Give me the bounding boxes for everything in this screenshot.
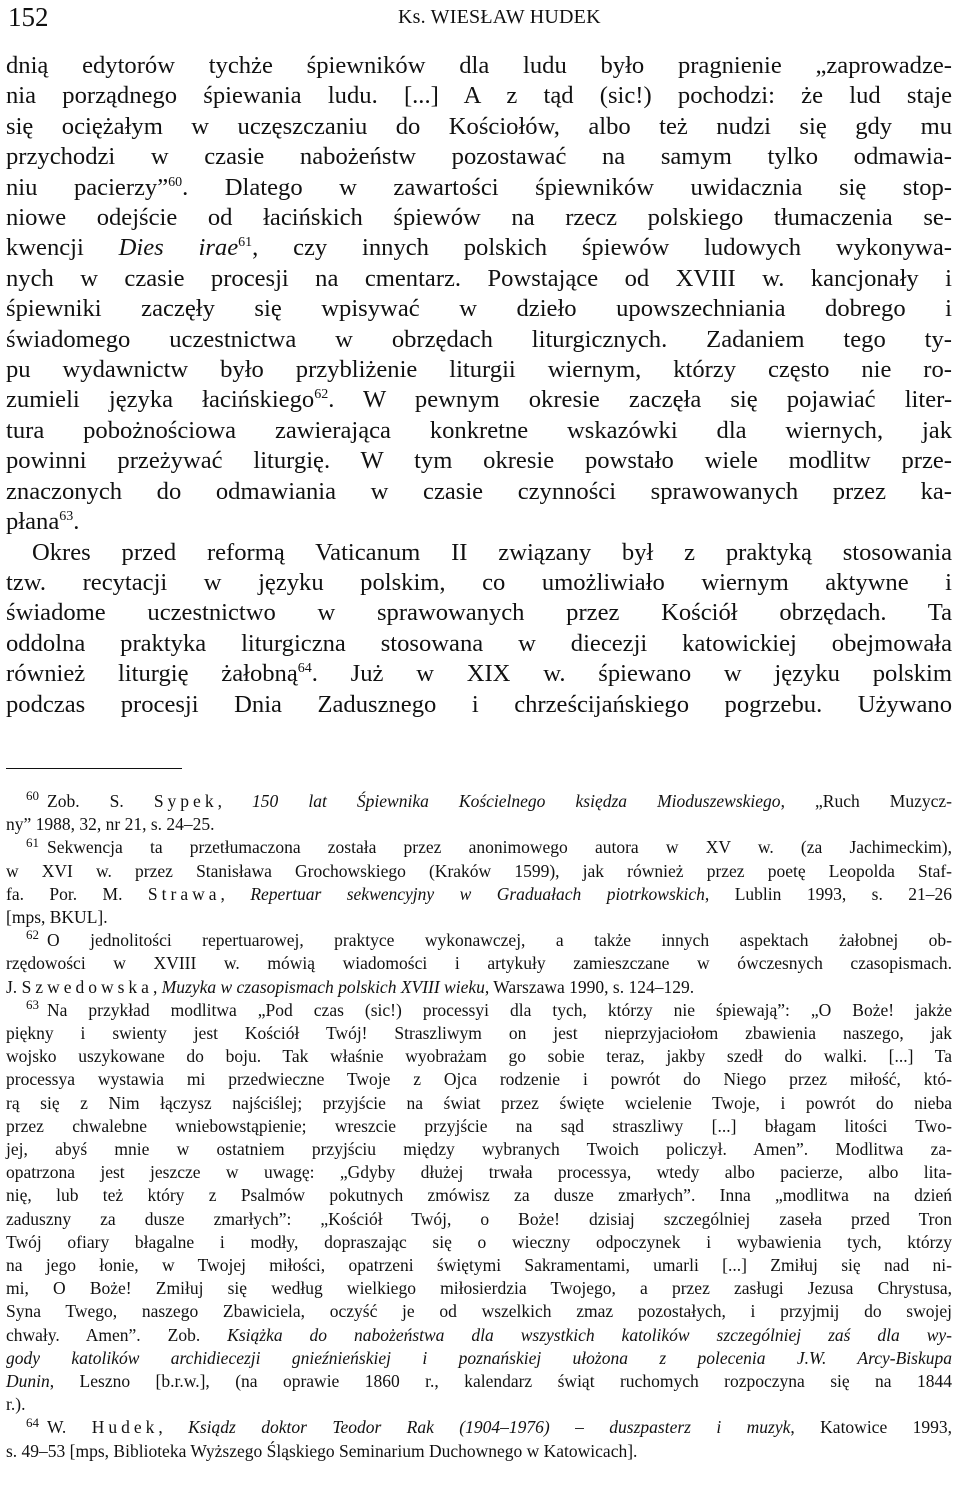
text-line: 64 W. Hudek, Ksiądz doktor Teodor Rak (1904–1976) – duszpasterz i muzyk, Katowice 1993, xyxy=(26,1414,952,1438)
text-line: oddolna praktyka liturgiczna stosowana w diecezji katowickiej obejmowała xyxy=(6,629,952,657)
footnotes xyxy=(6,790,952,1463)
footnote-63 xyxy=(6,999,952,1417)
text-line: na jego łonie, w Twojej miłości, opatrzeni świętymi Sakramentami, umarli [...] Zmiłuj się nad ni- xyxy=(6,1255,952,1276)
text-line: tzw. recytacji w języku polskim, co umożliwiało wiernym aktywne i xyxy=(6,568,952,596)
text-line: pu wydawnictw było przybliżenie liturgii wiernym, którzy często nie ro- xyxy=(6,356,952,384)
text-line: Syna Twego, naszego Zbawiciela, oczyść je od wszelkich zmaz pozostałych, i przyjmij do swojej xyxy=(6,1301,952,1322)
footnote-ref-62[interactable]: 62 xyxy=(314,387,329,403)
text-line: piękny i swienty jest Kościół Twój! Straszliwym on jest nieprzyjaciołom zbawienia naszego, jak xyxy=(6,1023,952,1044)
text-fragment: niu pacierzy” xyxy=(6,173,169,201)
text-line xyxy=(6,976,952,999)
text-fragment: chwały. Amen”. Zob. xyxy=(6,1324,228,1345)
text-fragment: Zob. S. xyxy=(47,791,154,811)
text-line: 61 Sekwencja ta przetłumaczona została przez anonimowego autora w XV w. (za Jachimeckim), xyxy=(26,834,952,858)
text-line: śpiewniki zaczęły się wpisywać w dzieło upowszechniania dobrego i xyxy=(6,295,952,323)
text-line: processya wystawia mi przedwieczne Twoje z Ojca rodzenie i powrót do Niego przez miłość, któ- xyxy=(6,1069,952,1090)
author-name: Szwedowska xyxy=(21,976,153,997)
text-fragment: , Katowice 1993, xyxy=(790,1417,952,1438)
text-line: 62 O jednolitości repertuarowej, praktyce wykonawczej, a także innych aspektach żałobnej ob- xyxy=(26,927,952,951)
text-line: [mps, BKUL]. xyxy=(6,907,108,928)
text-line: nych w czasie procesji na cmentarz. Powstające od XVIII w. kancjonały i xyxy=(6,264,952,292)
text-line: Okres przed reformą Vaticanum II związany był z praktyką stosowania xyxy=(32,538,952,566)
text-fragment: . Dlatego w zawartości śpiewników uwidacznia się stop- xyxy=(182,173,952,201)
text-fragment: . xyxy=(73,508,80,536)
text-line xyxy=(6,883,952,906)
footnote-separator xyxy=(6,768,182,769)
text-line: r.). xyxy=(6,1394,26,1415)
italic-title: Ksiądz doktor Teodor Rak (1904–1976) – duszpasterz i muzyk xyxy=(188,1417,791,1438)
author-name: Hudek xyxy=(91,1417,159,1438)
italic-title: gody katolików archidiecezji gnieźnieńskiej i poznańskiej ułożona z polecenia J.W. Arcy-Biskupa xyxy=(6,1347,952,1368)
text-line: Twój ofiary błagalne i modły, dopraszając się o wieczny odpoczynek i wybawienia tych, którzy xyxy=(6,1231,952,1252)
text-fragment: , „Ruch Muzycz- xyxy=(780,791,952,811)
author-name: Strawa xyxy=(147,883,221,904)
footnote-60 xyxy=(6,790,952,836)
text-line: znaczonych do odmawiania w czasie czynności sprawowanych przez ka- xyxy=(6,477,952,505)
paragraph-1 xyxy=(6,51,952,538)
text-fragment: O jednolitości repertuarowej, praktyce wykonawczej, a także innych aspektach żałobnej ob- xyxy=(47,930,952,951)
footnote-ref-64[interactable]: 64 xyxy=(297,660,312,676)
text-line: nię, lub też który z Psalmów pokutnych zmówisz za dusze zmarłych”. Inna „modlitwa na dzień xyxy=(6,1185,952,1206)
text-line xyxy=(6,1370,952,1393)
italic-title: Książka do nabożeństwa dla wszystkich katolików szczególniej zaś dla wy- xyxy=(227,1324,952,1345)
text-fragment: . Już w XIX w. śpiewano w języku polskim xyxy=(311,660,952,688)
text-fragment: . W pewnym okresie zaczęła się pojawiać liter- xyxy=(328,386,953,414)
footnote-61 xyxy=(6,836,952,929)
italic-title: Dunin xyxy=(6,1371,50,1392)
text-fragment: , xyxy=(152,976,162,997)
text-line: 63 Na przykład modlitwa „Pod czas (sic!) processyi dla tych, którzy nie śpiewają”: „O Boże! jakże xyxy=(26,997,952,1020)
italic-title: 150 lat Śpiewnika Kościelnego księdza Mioduszewskiego xyxy=(252,791,781,811)
text-fragment: kwencji xyxy=(6,234,119,262)
text-fragment: płana xyxy=(6,508,60,536)
text-line: świadomego uczestnictwa w obrzędach liturgicznych. Zadaniem tego ty- xyxy=(6,325,952,353)
text-line: ny” 1988, 32, nr 21, s. 24–25. xyxy=(6,814,215,835)
text-line: opatrzona jest jeszcze w uwagę: „Gdyby dłużej trwała processya, wtedy albo pacierze, albo lita- xyxy=(6,1162,952,1183)
text-fragment: , xyxy=(217,791,253,811)
text-line: wojsko uszykowane do boju. Tak właśnie wyobrażam go sobie teraz, jakby szedł do walki. [...] Ta xyxy=(6,1046,952,1067)
text-fragment: fa. Por. M. xyxy=(6,883,148,904)
footnote-ref-63[interactable]: 63 xyxy=(59,508,74,524)
text-line: jej, abyś mnie w ostatniem przyjściu między wybranych Twoich policzył. Amen”. Modlitwa za- xyxy=(6,1139,952,1160)
text-line: podczas procesji Dnia Zadusznego i chrześcijańskiego pogrzebu. Używano xyxy=(6,690,952,718)
text-line: powinni przeżywać liturgię. W tym okresie powstało wiele modlitw prze- xyxy=(6,447,952,475)
text-fragment: również liturgię żałobną xyxy=(6,660,298,688)
text-line: s. 49–53 [mps, Biblioteka Wyższego Śląskiego Seminarium Duchownego w Katowicach]. xyxy=(6,1440,638,1461)
text-line xyxy=(6,1324,952,1347)
footnote-ref-61[interactable]: 61 xyxy=(238,235,253,251)
footnote-ref-60[interactable]: 60 xyxy=(168,174,183,190)
text-fragment: , xyxy=(220,883,251,904)
text-line: 60 Zob. S. Sypek, 150 lat Śpiewnika Kościelnego księdza Mioduszewskiego, „Ruch Muzycz- xyxy=(26,788,952,811)
author-name: Sypek xyxy=(153,791,218,811)
paragraph-2 xyxy=(6,538,952,720)
text-line: przychodzi w czasie nabożeństw pozostawać na samym tylko odmawia- xyxy=(6,143,952,171)
text-fragment: , Leszno [b.r.w.], (na oprawie 1860 r., kalendarz świąt ruchomych rozpoczyna się na 1844 xyxy=(49,1371,952,1392)
text-line xyxy=(6,385,952,415)
text-fragment: , Warszawa 1990, s. 124–129. xyxy=(484,976,695,997)
footnote-62 xyxy=(6,929,952,999)
text-line: przez chwalebne wniebowstąpienie; wreszcie przyjście na sąd straszliwy [...] błagam litości Two- xyxy=(6,1115,952,1136)
text-fragment: zumieli języka łacińskiego xyxy=(6,386,315,414)
text-line xyxy=(6,233,952,263)
text-fragment: J. xyxy=(6,976,22,997)
text-fragment: , xyxy=(158,1417,189,1438)
text-line: nia porządnego śpiewania ludu. [...] A z tąd (sic!) pochodzi: że lud staje xyxy=(6,82,952,110)
text-line: w XVI w. przez Stanisława Grochowskiego (Kraków 1599), jak również przez poetę Leopolda Staf- xyxy=(6,860,952,881)
text-line: niowe odejście od łacińskich śpiewów na rzecz polskiego tłumaczenia se- xyxy=(6,204,952,232)
text-line: mi, O Boże! Zmiłuj się według wielkiego miłosierdzia Twojego, a przez zasługi Jezusa Chrystusa, xyxy=(6,1278,952,1299)
text-line xyxy=(6,659,952,689)
text-fragment: , czy innych polskich śpiewów ludowych wykonywa- xyxy=(252,234,952,262)
text-line: rzędowości w XVIII w. mówią wiadomości i artykuły zamieszczane w ówczesnych czasopismach. xyxy=(6,953,952,974)
text-line: dnią edytorów tychże śpiewników dla ludu było pragnienie „zaprowadze- xyxy=(6,52,952,79)
text-line xyxy=(6,1347,952,1370)
text-line: tura pobożnościowa zawierająca konkretne wskazówki dla wiernych, jak xyxy=(6,416,952,444)
text-fragment: Na przykład modlitwa „Pod czas (sic!) processyi dla tych, którzy nie śpiewają”: „O Boże! jakże xyxy=(47,999,952,1020)
italic-title: Muzyka w czasopismach polskich XVIII wieku xyxy=(161,976,485,997)
text-line: się ociężałym w uczęszczaniu do Kościołów, albo też nudzi się gdy mu xyxy=(6,112,952,140)
italic-title: Repertuar sekwencyjny w Graduałach piotrkowskich xyxy=(250,883,705,904)
text-line: świadome uczestnictwo w sprawowanych przez Kościół obrzędach. Ta xyxy=(6,599,952,627)
text-fragment: Sekwencja ta przetłumaczona została przez anonimowego autora w XV w. (za Jachimeckim), xyxy=(47,837,952,858)
text-line xyxy=(6,173,952,203)
running-head: Ks. WIESŁAW HUDEK xyxy=(398,6,601,28)
italic-title: Dies irae xyxy=(118,234,239,262)
footnote-64 xyxy=(6,1416,952,1462)
text-line: zaduszny za dusze zmarłych”: „Kościół Twój, o Boże! dzisiaj szczególniej zaseła przed Tron xyxy=(6,1208,952,1229)
text-fragment: W. xyxy=(47,1417,92,1438)
text-fragment: , Lublin 1993, s. 21–26 xyxy=(704,883,953,904)
text-line xyxy=(6,507,952,537)
page-number: 152 xyxy=(8,2,49,32)
page-header xyxy=(0,0,960,40)
text-line: rą się z Nim łączysz najściślej; przyjście na świat przez święte wcielenie Twoje, i powrót do nieba xyxy=(6,1092,952,1113)
main-text xyxy=(6,51,952,720)
